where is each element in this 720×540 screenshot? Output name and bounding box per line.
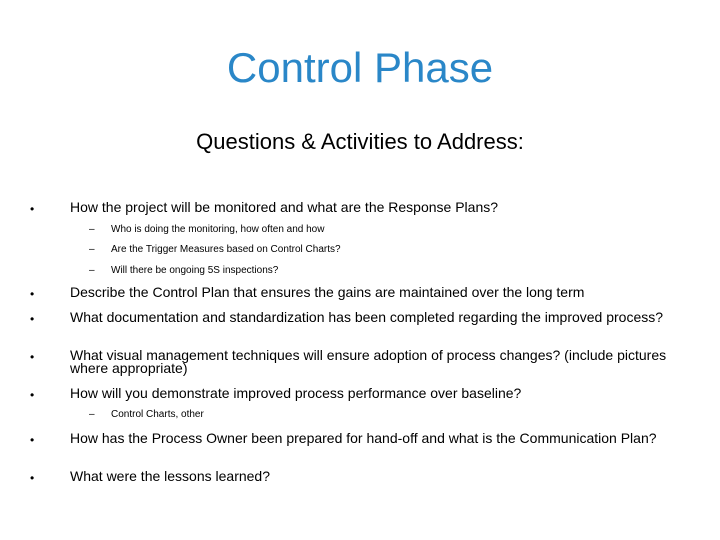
dash-icon: –	[89, 244, 95, 255]
sub-list-item-text: Control Charts, other	[111, 409, 204, 420]
list-item-text: Describe the Control Plan that ensures the gains are maintained over the long term	[70, 284, 585, 300]
bullet-icon: •	[30, 388, 35, 402]
list-item-text: How has the Process Owner been prepared for hand-off and what is the Communication Plan?	[70, 430, 657, 446]
bullet-icon: •	[30, 433, 35, 447]
bullet-icon: •	[30, 312, 35, 326]
bullet-icon: •	[30, 350, 35, 364]
list-item-text: What were the lessons learned?	[70, 468, 270, 484]
sub-list-item-text: Are the Trigger Measures based on Control Charts?	[111, 244, 341, 255]
slide-title: Control Phase	[226, 44, 494, 91]
list-item-text: What visual management techniques will ensure adoption of process changes? (include pictures where appropriate)	[70, 347, 667, 376]
bullet-icon: •	[30, 202, 35, 216]
dash-icon: –	[89, 265, 95, 276]
bullet-icon: •	[30, 287, 35, 301]
list-item-text: What documentation and standardization has been completed regarding the improved process?	[70, 309, 664, 325]
list-item-text: How will you demonstrate improved process performance over baseline?	[70, 385, 522, 401]
slide-subtitle: Questions & Activities to Address:	[196, 129, 524, 154]
sub-list-item-text: Will there be ongoing 5S inspections?	[111, 265, 279, 276]
list-item-text: How the project will be monitored and what are the Response Plans?	[70, 199, 499, 215]
dash-icon: –	[89, 224, 95, 235]
bullet-icon: •	[30, 471, 35, 485]
sub-list-item-text: Who is doing the monitoring, how often and how	[111, 224, 325, 235]
dash-icon: –	[89, 409, 95, 420]
